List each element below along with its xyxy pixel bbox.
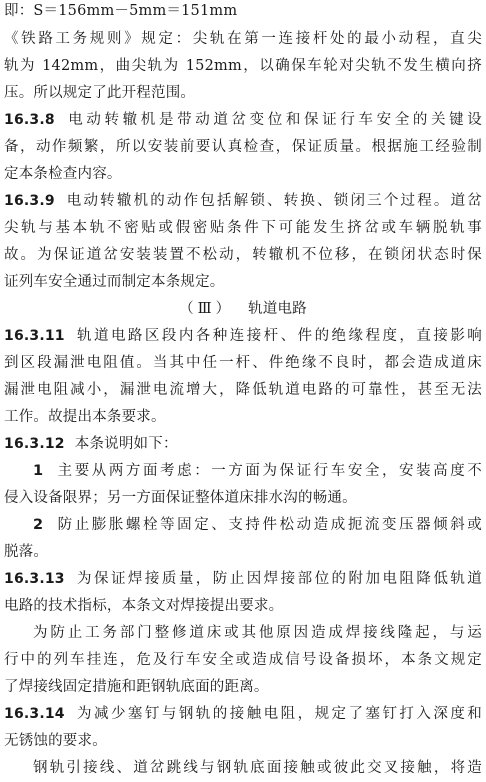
text-line: 了焊接线固定措施和距钢轨底面的距离。 — [4, 679, 269, 695]
text-line — [4, 4, 482, 26]
text-line: 漏泄电阻减小，漏泄电流增大，降低轨道电路的可靠性，甚至无法 — [4, 382, 482, 398]
formula-line: 即：S＝156mm－5mm＝151mm — [4, 3, 238, 19]
text-line: 钢轨引接线、道岔跳线与钢轨底面接触或彼此交叉接触，将造 — [33, 760, 482, 776]
text-line: 电路的技术指标，本条文对焊接提出要求。 — [4, 598, 284, 614]
text-line: 侵入设备限界；另一方面保证整体道床排水沟的畅通。 — [4, 490, 357, 506]
clause-16-3-11: 16.3.11 轨道电路区段内各种连接杆、件的绝缘程度，直接影响 — [4, 328, 482, 344]
section-number: （Ⅲ） — [179, 301, 235, 317]
clause-16-3-9: 16.3.9 电动转辙机的动作包括解锁、转换、锁闭三个过程。道岔 — [4, 193, 482, 209]
text-line: 压。所以规定了此开程范围。 — [4, 85, 196, 101]
clause-16-3-13: 16.3.13 为保证焊接质量，防止因焊接部位的附加电阻降低轨道 — [4, 571, 482, 587]
text-line: 行中的列车挂连，危及行车安全或造成信号设备损坏，本条文规定 — [4, 652, 482, 668]
text-line: 脱落。 — [4, 544, 49, 560]
clause-number: 16.3.12 — [4, 436, 65, 452]
item-number: 1 — [33, 463, 44, 479]
clause-number: 16.3.9 — [4, 193, 55, 209]
list-item: 1 主要从两方面考虑：一方面为保证行车安全，安装高度不 — [33, 463, 482, 479]
clause-number: 16.3.13 — [4, 571, 65, 587]
text-line: 为防止工务部门整修道床或其他原因造成焊接线隆起，与运 — [33, 625, 482, 641]
text-line: 无锈蚀的要求。 — [4, 733, 107, 749]
text-line: 故。为保证道岔安装装置不松动，转辙机不位移，在锁闭状态时保 — [4, 247, 482, 263]
text-line: 《铁路工务规则》规定：尖轨在第一连接杆处的最小动程，直尖 — [4, 31, 482, 47]
clause-number: 16.3.8 — [4, 112, 55, 128]
section-title: 轨道电路 — [248, 301, 307, 317]
clause-16-3-8: 16.3.8 电动转辙机是带动道岔变位和保证行车安全的关键设 — [4, 112, 482, 128]
text-line: 尖轨与基本轨不密贴或假密贴条件下可能发生挤岔或车辆脱轨事 — [4, 220, 482, 236]
list-item: 2 防止膨胀螺栓等固定、支持件松动造成扼流变压器倾斜或 — [33, 517, 482, 533]
text-line: 轨为 142mm，曲尖轨为 152mm，以确保车轮对尖轨不发生横向挤 — [4, 58, 482, 74]
clause-number: 16.3.11 — [4, 328, 65, 344]
clause-16-3-14: 16.3.14 为减少塞钉与钢轨的接触电阻，规定了塞钉打入深度和 — [4, 706, 482, 722]
text-line: 定本条检查内容。 — [4, 166, 122, 182]
text-line: 证列车安全通过而制定本条规定。 — [4, 274, 225, 290]
text-line: 工作。故提出本条要求。 — [4, 409, 166, 425]
text-line: 到区段漏泄电阻值。当其中任一杆、件绝缘不良时，都会造成道床 — [4, 355, 482, 371]
text-line: 备，动作频繁，所以安装前要认真检查，保证质量。根据施工经验制 — [4, 139, 482, 155]
section-heading — [4, 296, 482, 323]
clause-number: 16.3.14 — [4, 706, 65, 722]
item-number: 2 — [33, 517, 44, 533]
clause-16-3-12: 16.3.12 本条说明如下： — [4, 436, 178, 452]
